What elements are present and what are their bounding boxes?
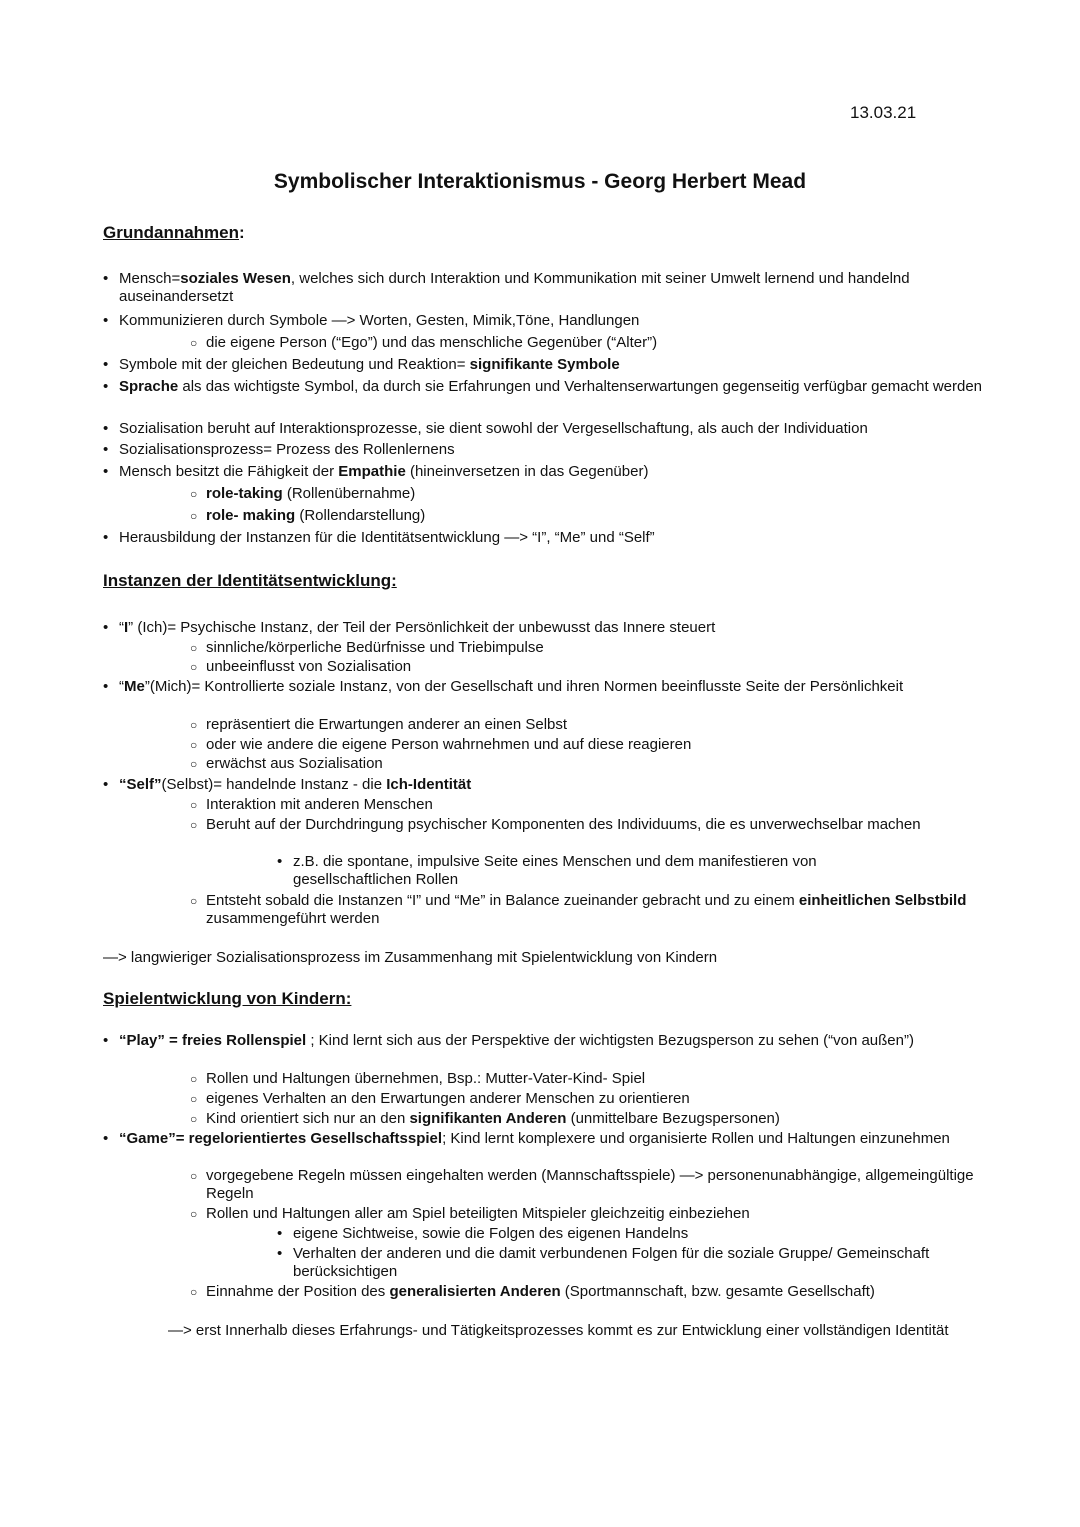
- list-item: • “I” (Ich)= Psychische Instanz, der Teil der Persönlichkeit der unbewusst das Innere steuert: [103, 619, 989, 637]
- section-heading-instanzen: Instanzen der Identitätsentwicklung:: [103, 571, 397, 590]
- list-item: • Herausbildung der Instanzen für die Identitätsentwicklung —> “I”, “Me” und “Self”: [103, 529, 989, 547]
- list-item: • eigene Sichtweise, sowie die Folgen des eigenen Handelns: [277, 1225, 933, 1243]
- list-item: • Mensch=soziales Wesen, welches sich durch Interaktion und Kommunikation mit seiner Umwelt lernend und handelnd auseinandersetzt: [103, 270, 989, 306]
- list-item: ○ die eigene Person (“Ego”) und das menschliche Gegenüber (“Alter”): [190, 334, 986, 352]
- list-item: ○ Rollen und Haltungen aller am Spiel beteiligten Mitspieler gleichzeitig einbeziehen: [190, 1205, 986, 1223]
- list-item: ○ eigenes Verhalten an den Erwartungen anderer Menschen zu orientieren: [190, 1090, 986, 1108]
- list-item: ○ role-taking (Rollenübernahme): [190, 485, 986, 503]
- list-item: ○ Kind orientiert sich nur an den signifikanten Anderen (unmittelbare Bezugspersonen): [190, 1110, 986, 1128]
- list-item: • Verhalten der anderen und die damit verbundenen Folgen für die soziale Gruppe/ Gemeinschaft berücksichtigen: [277, 1245, 933, 1281]
- list-item: ○ oder wie andere die eigene Person wahrnehmen und auf diese reagieren: [190, 736, 986, 754]
- list-item: ○ erwächst aus Sozialisation: [190, 755, 986, 773]
- list-item: • “Self”(Selbst)= handelnde Instanz - die Ich-Identität: [103, 776, 989, 794]
- list-item: ○ vorgegebene Regeln müssen eingehalten werden (Mannschaftsspiele) —> personenunabhängige, allgemeingültige Regeln: [190, 1167, 986, 1203]
- list-item: ○ role- making (Rollendarstellung): [190, 507, 986, 525]
- list-item: ○ Entsteht sobald die Instanzen “I” und “Me” in Balance zueinander gebracht und zu einem einheitlichen Selbstbild zusammengeführt werden: [190, 892, 986, 928]
- list-item: • “Me”(Mich)= Kontrollierte soziale Instanz, von der Gesellschaft und ihren Normen beeinflusste Seite der Persönlichkeit: [103, 678, 989, 696]
- list-item: ○ Beruht auf der Durchdringung psychischer Komponenten des Individuums, die es unverwechselbar machen: [190, 816, 986, 834]
- section-heading-spielentwicklung: Spielentwicklung von Kindern:: [103, 989, 352, 1008]
- list-item: ○ Rollen und Haltungen übernehmen, Bsp.: Mutter-Vater-Kind- Spiel: [190, 1070, 986, 1088]
- list-item: ○ sinnliche/körperliche Bedürfnisse und Triebimpulse: [190, 639, 986, 657]
- list-item: ○ Interaktion mit anderen Menschen: [190, 796, 986, 814]
- list-item: • Symbole mit der gleichen Bedeutung und Reaktion= signifikante Symbole: [103, 356, 989, 374]
- list-item: • Mensch besitzt die Fähigkeit der Empathie (hineinversetzen in das Gegenüber): [103, 463, 989, 481]
- list-item: • “Game”= regelorientiertes Gesellschaftsspiel; Kind lernt komplexere und organisierte Rollen und Haltungen einzunehmen: [103, 1130, 989, 1148]
- page-title: Symbolischer Interaktionismus - Georg Herbert Mead: [273, 170, 807, 193]
- date: 13.03.21: [850, 103, 917, 122]
- list-item: ○ unbeeinflusst von Sozialisation: [190, 658, 986, 676]
- list-item: • Sprache als das wichtigste Symbol, da durch sie Erfahrungen und Verhaltenserwartungen gegenseitig verfügbar gemacht werden: [103, 378, 989, 396]
- conclusion-spielentwicklung: —> erst Innerhalb dieses Erfahrungs- und Tätigkeitsprozesses kommt es zur Entwicklung einer vollständigen Identität: [168, 1322, 949, 1339]
- list-item: ○ Einnahme der Position des generalisierten Anderen (Sportmannschaft, bzw. gesamte Gesellschaft): [190, 1283, 986, 1301]
- list-item: • “Play” = freies Rollenspiel ; Kind lernt sich aus der Perspektive der wichtigsten Bezugsperson zu sehen (“von außen”): [103, 1032, 989, 1050]
- section-heading-grundannahmen: Grundannahmen:: [103, 223, 245, 242]
- list-item: ○ repräsentiert die Erwartungen anderer an einen Selbst: [190, 716, 986, 734]
- list-item: • Kommunizieren durch Symbole —> Worten, Gesten, Mimik,Töne, Handlungen: [103, 312, 989, 330]
- list-item: • Sozialisation beruht auf Interaktionsprozesse, sie dient sowohl der Vergesellschaftung, als auch der Individuation: [103, 420, 989, 438]
- conclusion-instanzen: —> langwieriger Sozialisationsprozess im Zusammenhang mit Spielentwicklung von Kindern: [103, 949, 718, 966]
- list-item: • Sozialisationsprozess= Prozess des Rollenlernens: [103, 441, 989, 459]
- list-item: • z.B. die spontane, impulsive Seite eines Menschen und dem manifestieren von gesellschaftlichen Rollen: [277, 853, 933, 889]
